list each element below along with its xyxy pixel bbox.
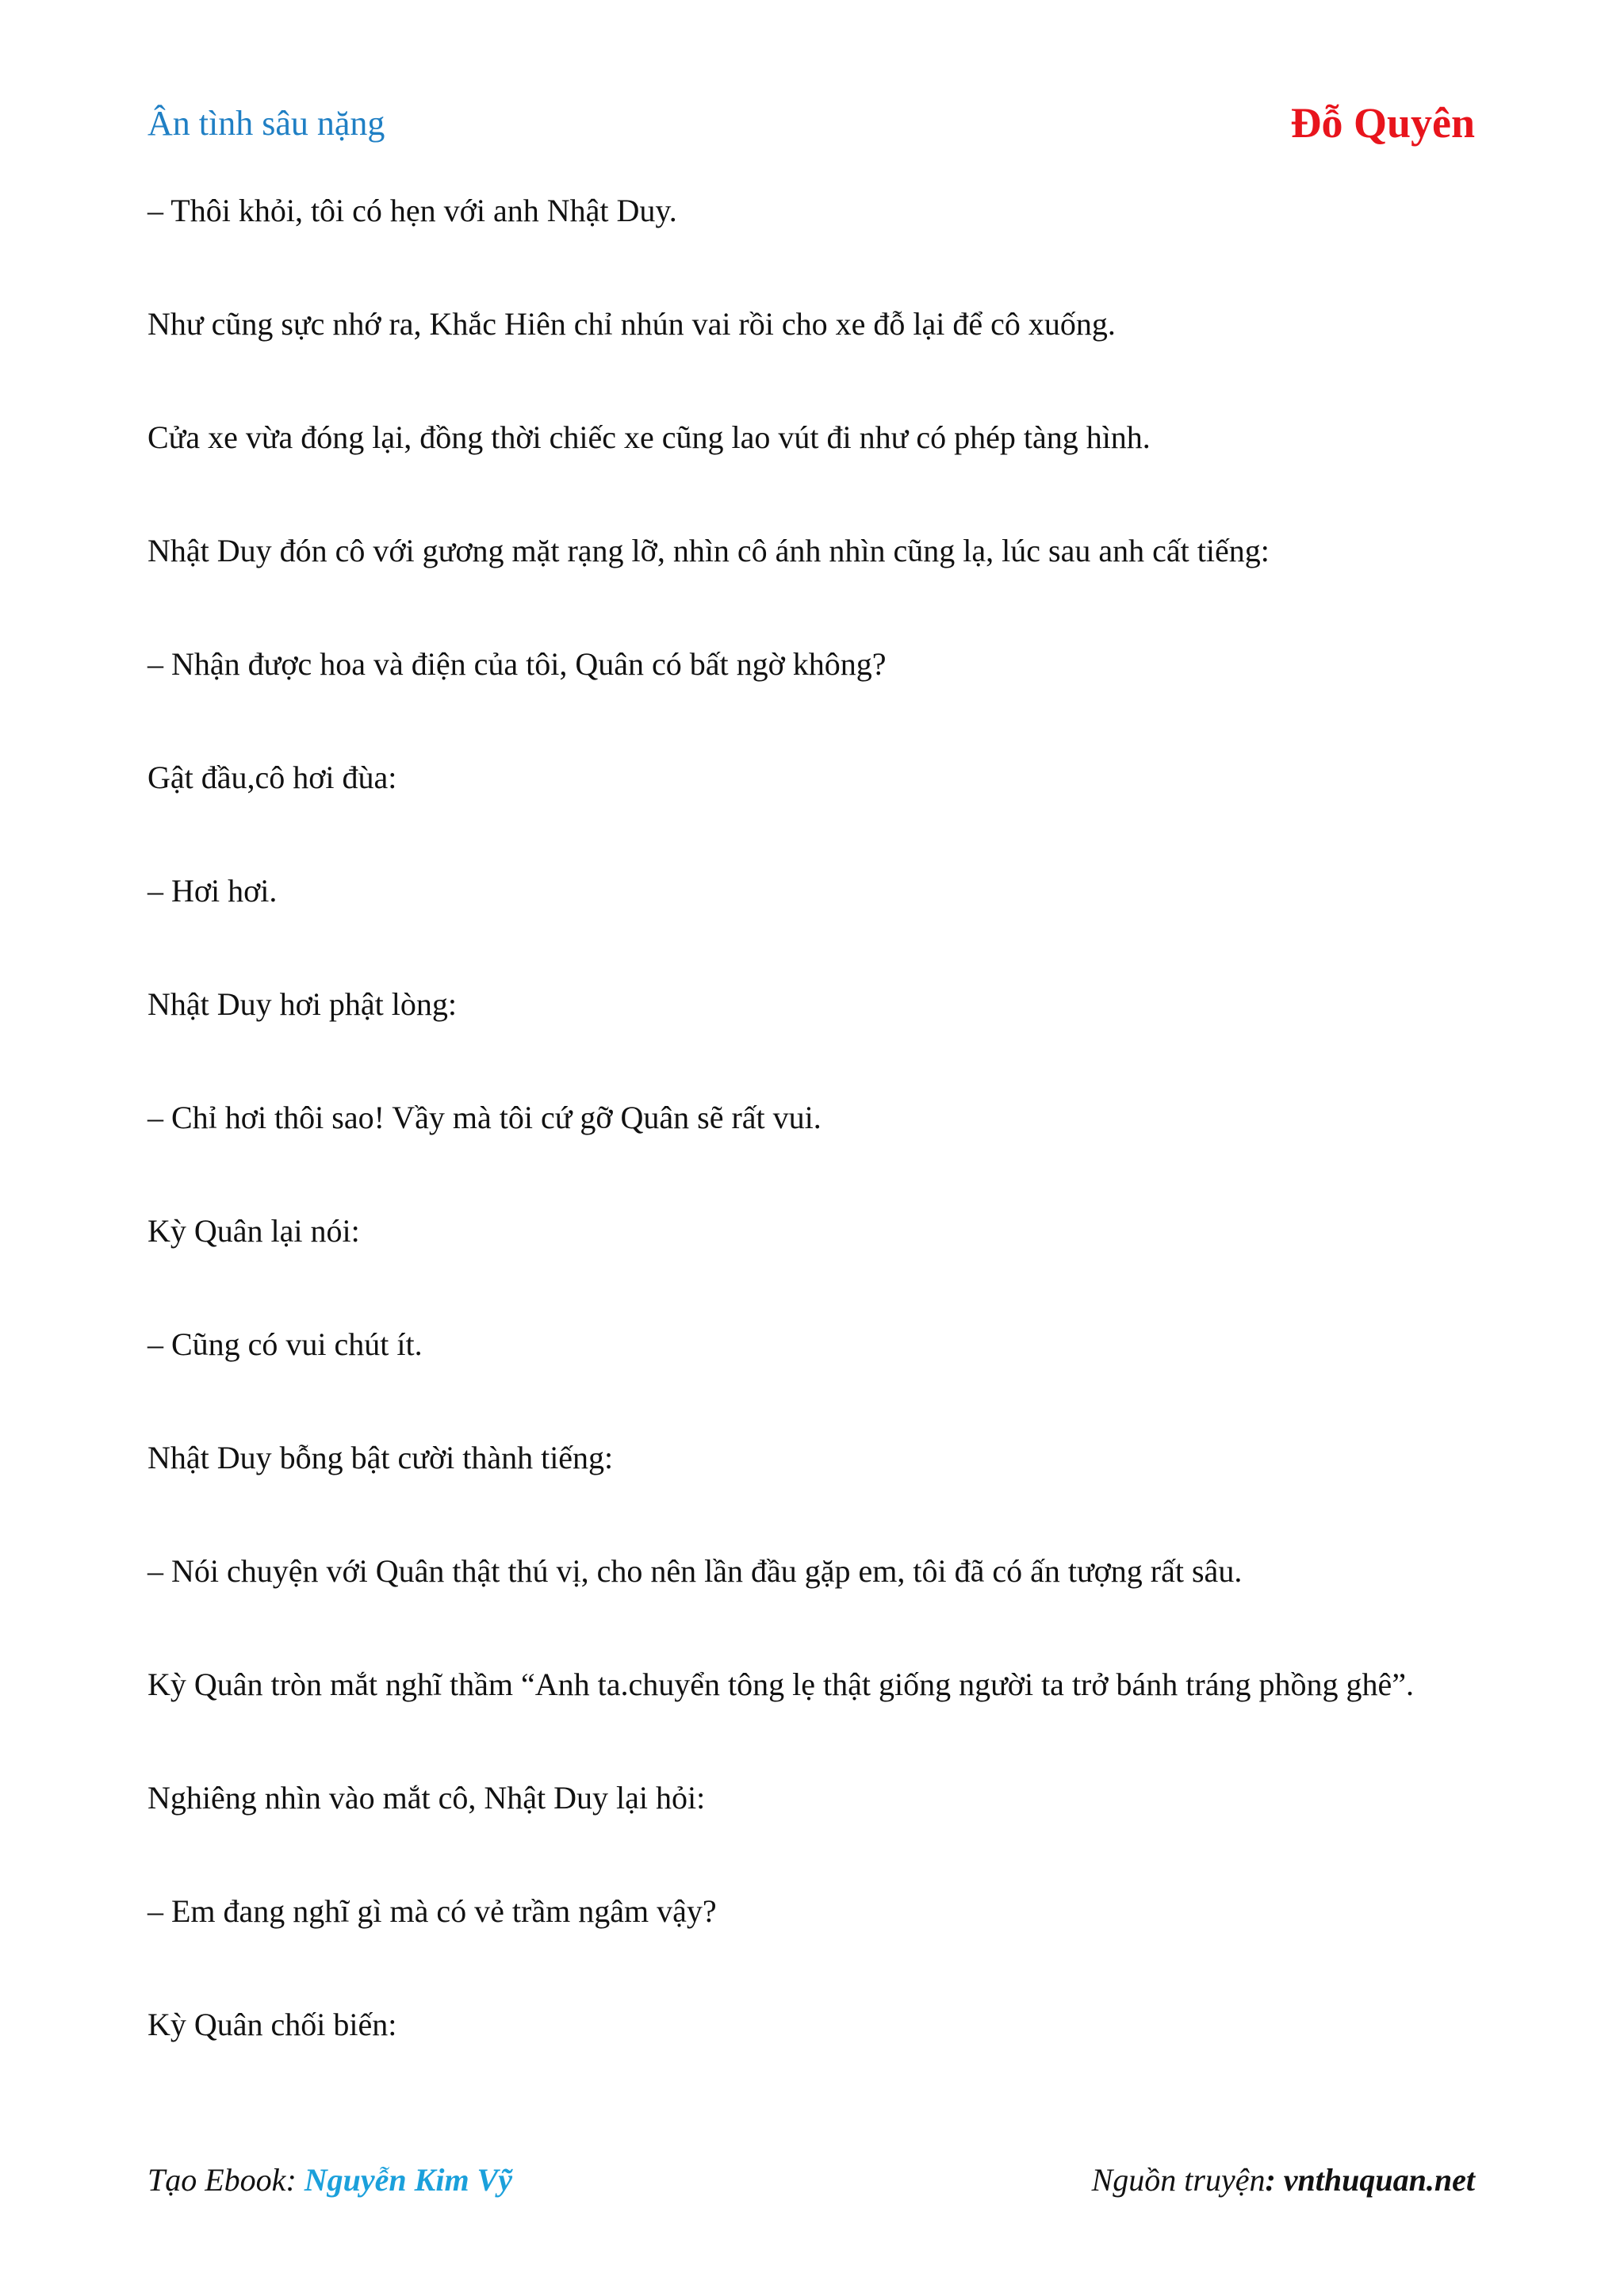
paragraph: – Nói chuyện với Quân thật thú vị, cho nên lần đầu gặp em, tôi đã có ấn tượng rất sâu. — [147, 1553, 1243, 1589]
footer-source-label: Nguồn truyện — [1091, 2162, 1266, 2198]
paragraph: Cửa xe vừa đóng lại, đồng thời chiếc xe cũng lao vút đi như có phép tàng hình. — [147, 419, 1151, 455]
footer-ebook-label: Tạo Ebook — [147, 2162, 286, 2198]
paragraph: – Thôi khỏi, tôi có hẹn với anh Nhật Duy. — [147, 193, 677, 228]
footer-source-separator: : — [1265, 2162, 1284, 2198]
author-name: Đỗ Quyên — [1290, 99, 1475, 147]
footer-source-link[interactable]: vnthuquan.net — [1283, 2162, 1475, 2198]
paragraph: – Hơi hơi. — [147, 873, 278, 909]
paragraph: – Chỉ hơi thôi sao! Vầy mà tôi cứ gỡ Quân sẽ rất vui. — [147, 1100, 822, 1135]
footer-ebook-separator: : — [285, 2162, 304, 2198]
paragraph: Gật đầu,cô hơi đùa: — [147, 760, 397, 795]
paragraph: Nhật Duy hơi phật lòng: — [147, 986, 457, 1022]
paragraph: Kỳ Quân chối biến: — [147, 2007, 397, 2042]
footer-ebook-name: Nguyễn Kim Vỹ — [304, 2162, 512, 2198]
paragraph: – Cũng có vui chút ít. — [147, 1326, 423, 1362]
book-title: Ân tình sâu nặng — [147, 104, 385, 143]
paragraph: Nhật Duy đón cô với gương mặt rạng lỡ, nhìn cô ánh nhìn cũng lạ, lúc sau anh cất tiếng: — [147, 533, 1270, 568]
paragraph: – Em đang nghĩ gì mà có vẻ trầm ngâm vậy? — [147, 1893, 717, 1929]
paragraph: Nghiêng nhìn vào mắt cô, Nhật Duy lại hỏi: — [147, 1780, 706, 1816]
footer-ebook-credit — [147, 2161, 512, 2198]
body-text — [147, 192, 1488, 2119]
paragraph: Kỳ Quân tròn mắt nghĩ thầm “Anh ta.chuyển tông lẹ thật giống người ta trở bánh tráng phồng ghê”. — [147, 1667, 1414, 1702]
footer-source-credit — [1092, 2161, 1475, 2198]
paragraph: Kỳ Quân lại nói: — [147, 1213, 360, 1249]
paragraph: Nhật Duy bỗng bật cười thành tiếng: — [147, 1440, 614, 1475]
paragraph: – Nhận được hoa và điện của tôi, Quân có bất ngờ không? — [147, 646, 887, 682]
paragraph: Như cũng sực nhớ ra, Khắc Hiên chỉ nhún vai rồi cho xe đỗ lại để cô xuống. — [147, 306, 1116, 342]
